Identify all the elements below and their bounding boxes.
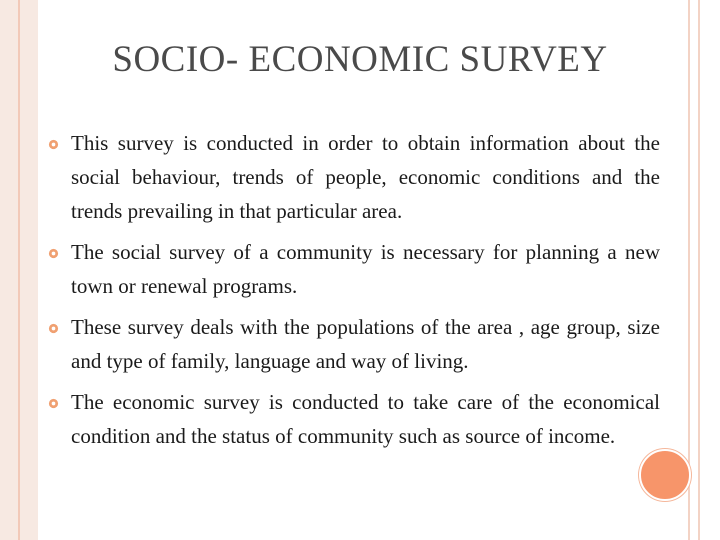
right-decorative-line [688, 0, 690, 540]
gear-bullet-icon [48, 139, 59, 150]
bullet-text: The social survey of a community is necessary for planning a new town or renewal programs. [71, 240, 660, 298]
right-decorative-line [698, 0, 700, 540]
gear-bullet-icon [48, 323, 59, 334]
left-decorative-line [18, 0, 20, 540]
bullet-text: These survey deals with the populations of the area , age group, size and type of family, language and way of living. [71, 315, 660, 373]
gear-bullet-icon [48, 398, 59, 409]
bullet-item [48, 385, 660, 453]
gear-bullet-icon [48, 248, 59, 259]
bullet-item [48, 310, 660, 378]
slide-title: SOCIO- ECONOMIC SURVEY [112, 39, 608, 80]
bullet-list [48, 126, 660, 460]
bullet-text: The economic survey is conducted to take care of the economical condition and the status of community such as source of income. [71, 390, 660, 448]
bullet-text: This survey is conducted in order to obtain information about the social behaviour, trends of people, economic conditions and the trends prevailing in that particular area. [71, 131, 660, 223]
bullet-item [48, 126, 660, 228]
bullet-item [48, 235, 660, 303]
